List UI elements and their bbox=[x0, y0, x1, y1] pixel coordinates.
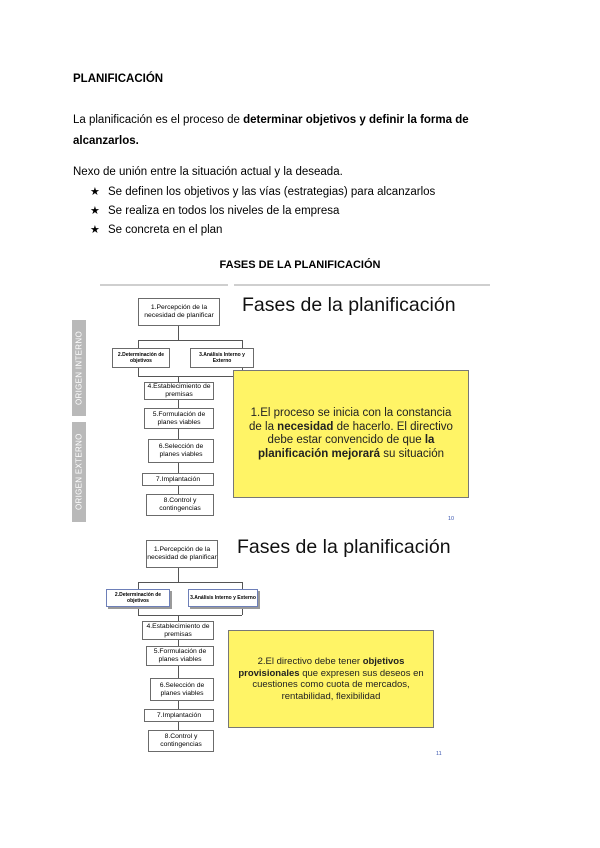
step-2-box: 2.Determinación de objetivos bbox=[106, 589, 170, 607]
callout-segment: su situación bbox=[380, 447, 444, 460]
step-8-box: 8.Control y contingencias bbox=[148, 730, 214, 752]
connector bbox=[178, 666, 179, 678]
step-3-box: 3.Análisis Interno y Externo bbox=[188, 589, 258, 607]
step-6-box: 6.Selección de planes viables bbox=[150, 678, 214, 701]
slide-title: Fases de la planificación bbox=[237, 536, 451, 558]
intro-text: La planificación es el proceso de bbox=[73, 114, 244, 126]
callout-segment: 2.El directivo debe tener bbox=[257, 656, 363, 667]
slide-title: Fases de la planificación bbox=[242, 294, 456, 316]
connector bbox=[178, 486, 179, 494]
slide-number: 10 bbox=[448, 516, 455, 522]
step-5-box: 5.Formulación de planes viables bbox=[146, 646, 214, 666]
star-icon: ★ bbox=[90, 205, 100, 217]
connector bbox=[138, 368, 139, 376]
connector bbox=[138, 582, 242, 583]
connector bbox=[138, 340, 139, 348]
step-1-box: 1.Percepción de la necesidad de planificar bbox=[138, 298, 220, 326]
connector bbox=[138, 615, 242, 616]
list-item bbox=[90, 183, 435, 202]
connector bbox=[178, 722, 179, 730]
side-label-external: ORIGEN EXTERNO bbox=[72, 422, 86, 522]
connector bbox=[178, 326, 179, 340]
bullet-text: Se realiza en todos los niveles de la empresa bbox=[108, 205, 340, 217]
step-4-box: 4.Establecimiento de premisas bbox=[142, 621, 214, 640]
list-item bbox=[90, 221, 435, 240]
callout-box bbox=[228, 630, 434, 728]
step-2-box: 2.Determinación de objetivos bbox=[112, 348, 170, 368]
callout-box bbox=[233, 370, 469, 498]
star-icon: ★ bbox=[90, 224, 100, 236]
list-item bbox=[90, 202, 435, 221]
side-label-internal: ORIGEN INTERNO bbox=[72, 320, 86, 416]
star-icon: ★ bbox=[90, 186, 100, 198]
connector bbox=[138, 340, 242, 341]
bullet-text: Se definen los objetivos y las vías (estrategias) para alcanzarlos bbox=[108, 186, 436, 198]
connector bbox=[138, 582, 139, 589]
intro-bold-text: determinar objetivos y definir la forma de alcanzarlos. bbox=[73, 114, 469, 147]
callout-segment: de hacerlo. El directivo debe estar convencido de que bbox=[267, 420, 453, 446]
divider bbox=[100, 284, 490, 286]
step-7-box: 7.Implantación bbox=[144, 709, 214, 722]
connector bbox=[178, 568, 179, 582]
connector bbox=[242, 607, 243, 615]
connector bbox=[178, 400, 179, 408]
step-4-box: 4.Establecimiento de premisas bbox=[144, 382, 214, 400]
callout-segment: que expresen sus deseos en cuestiones como cuota de mercados, rentabilidad, flexibilidad bbox=[252, 667, 424, 702]
connector bbox=[178, 701, 179, 709]
divider-gap bbox=[228, 282, 234, 288]
intro-paragraph bbox=[73, 110, 493, 152]
slide-1 bbox=[72, 284, 492, 528]
callout-text bbox=[244, 407, 458, 461]
connector bbox=[242, 582, 243, 589]
slide-number: 11 bbox=[436, 751, 442, 757]
connector bbox=[242, 340, 243, 348]
callout-bold: necesidad bbox=[277, 420, 334, 433]
page-heading: PLANIFICACIÓN bbox=[73, 73, 164, 85]
callout-segment: 1.El proceso se inicia con la constancia de la bbox=[249, 407, 452, 433]
connector bbox=[178, 429, 179, 439]
nexo-text: Nexo de unión entre la situación actual y la deseada. bbox=[73, 166, 343, 178]
connector bbox=[138, 376, 242, 377]
step-7-box: 7.Implantación bbox=[142, 473, 214, 486]
step-5-box: 5.Formulación de planes viables bbox=[144, 408, 214, 429]
callout-text bbox=[237, 656, 425, 702]
connector bbox=[138, 607, 139, 615]
callout-bold: la planificación mejorará bbox=[257, 434, 435, 460]
step-3-box: 3.Análisis Interno y Externo bbox=[190, 348, 254, 368]
bullet-list bbox=[90, 183, 435, 240]
step-6-box: 6.Selección de planes viables bbox=[148, 439, 214, 463]
step-8-box: 8.Control y contingencias bbox=[146, 494, 214, 516]
section-caption: FASES DE LA PLANIFICACIÓN bbox=[219, 259, 381, 271]
connector bbox=[178, 463, 179, 473]
step-1-box: 1.Percepción de la necesidad de planificar bbox=[146, 540, 218, 568]
callout-bold: objetivos provisionales bbox=[238, 656, 405, 679]
slide-2 bbox=[72, 532, 492, 768]
bullet-text: Se concreta en el plan bbox=[108, 224, 223, 236]
